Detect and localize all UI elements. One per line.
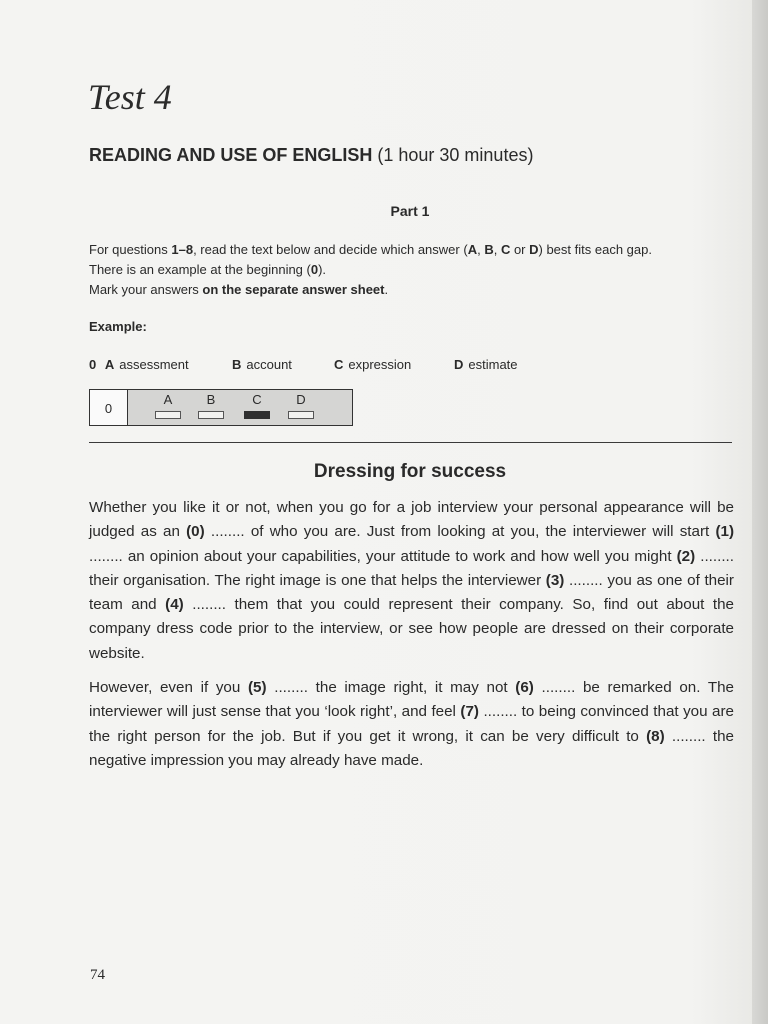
text-run: ........ the image right, it may not <box>266 679 516 697</box>
instructions <box>89 240 739 300</box>
paragraph-2 <box>89 676 734 773</box>
part-label: Part 1 <box>390 203 430 219</box>
instr-text: ). <box>318 262 327 277</box>
divider-rule <box>89 442 732 443</box>
option-letter: B <box>232 357 242 372</box>
text-run: ........ of who you are. Just from looking at you, the interviewer will start <box>204 523 716 541</box>
text-run: ........ their organisation. The right image is one that helps the interviewer <box>89 547 734 589</box>
option-letter: C <box>334 357 344 372</box>
example-option <box>454 357 518 372</box>
answer-option-d <box>287 393 315 419</box>
text-run: Whether you like it or not, when you go for a job interview your personal appearance will be judged as an <box>89 499 734 541</box>
answer-letter: C <box>252 392 262 407</box>
example-answer-box <box>89 389 353 426</box>
text-run: ........ you as one of their team and <box>89 571 734 614</box>
option-text: account <box>246 357 292 372</box>
option-letter: A <box>104 357 115 372</box>
test-title: Test 4 <box>88 77 172 117</box>
option-letter: D <box>454 357 464 372</box>
text-run: ........ them that you could represent their company. So, find out about the company dress code prior to the interview, or see how people are dressed on their corporate website. <box>89 596 734 662</box>
instr-text: , <box>477 242 485 257</box>
answer-option-c <box>243 393 271 419</box>
instruction-line-2 <box>89 260 739 280</box>
instr-example-number: 0 <box>310 262 319 277</box>
instr-letter: C <box>500 242 511 257</box>
example-label: Example: <box>89 319 147 334</box>
answer-bubble <box>288 411 314 419</box>
gap-number: (3) <box>545 571 565 589</box>
answer-bubble <box>244 411 270 419</box>
example-option <box>232 357 292 372</box>
answer-bubble <box>198 411 224 419</box>
answer-letter: D <box>296 392 306 407</box>
answer-letter: A <box>163 392 173 407</box>
gap-number: (1) <box>715 523 734 541</box>
example-number: 0 <box>89 357 97 372</box>
text-run: ........ the negative impression you may already have made. <box>89 727 734 769</box>
option-text: estimate <box>468 357 518 372</box>
answer-option-b <box>197 393 225 419</box>
gap-number: (0) <box>186 523 205 541</box>
option-text: assessment <box>119 357 189 372</box>
instruction-line-1 <box>89 240 739 260</box>
text-run: ........ an opinion about your capabilities, your attitude to work and how well you might <box>89 547 677 565</box>
example-option <box>334 357 411 372</box>
instr-letter: D <box>529 242 539 257</box>
paper-duration: (1 hour 30 minutes) <box>377 145 534 165</box>
instr-text: . <box>384 282 389 297</box>
text-run: ........ to being convinced that you are the right person for the job. But if you get it wrong, it can be very difficult to <box>89 703 734 745</box>
reading-text <box>89 496 734 783</box>
instr-text: , read the text below and decide which answer ( <box>193 242 468 257</box>
instr-answer-sheet: on the separate answer sheet <box>202 282 385 297</box>
answer-letter: B <box>206 392 216 407</box>
instr-letter: A <box>467 242 478 257</box>
answer-box-number: 0 <box>90 390 128 425</box>
gap-number: (8) <box>646 727 665 745</box>
gap-number: (7) <box>460 703 479 721</box>
example-option <box>89 357 189 372</box>
answer-option-a <box>154 393 182 419</box>
text-run: ........ be remarked on. The interviewer will just sense that you ‘look right’, and feel <box>89 679 734 721</box>
instr-letter: B <box>484 242 494 257</box>
instr-range: 1–8 <box>171 242 194 257</box>
gap-number: (4) <box>165 596 184 614</box>
instr-text: There is an example at the beginning ( <box>89 262 311 277</box>
gap-number: (6) <box>515 679 534 697</box>
answer-bubble <box>155 411 181 419</box>
instr-text: , <box>493 242 501 257</box>
instruction-line-3 <box>89 280 739 300</box>
instr-text: or <box>510 242 530 257</box>
instr-text: For questions <box>89 242 172 257</box>
text-run: However, even if you <box>89 679 248 697</box>
text-title: Dressing for success <box>313 461 507 482</box>
paper-heading <box>89 145 533 166</box>
gap-number: (5) <box>248 679 267 697</box>
option-text: expression <box>348 357 412 372</box>
page-edge-shadow <box>752 0 768 1024</box>
gap-number: (2) <box>676 547 696 565</box>
page-number: 74 <box>90 967 105 983</box>
paragraph-1 <box>89 496 734 666</box>
instr-text: ) best fits each gap. <box>538 242 652 257</box>
instr-text: Mark your answers <box>89 282 203 297</box>
paper-name: READING AND USE OF ENGLISH <box>89 145 373 165</box>
